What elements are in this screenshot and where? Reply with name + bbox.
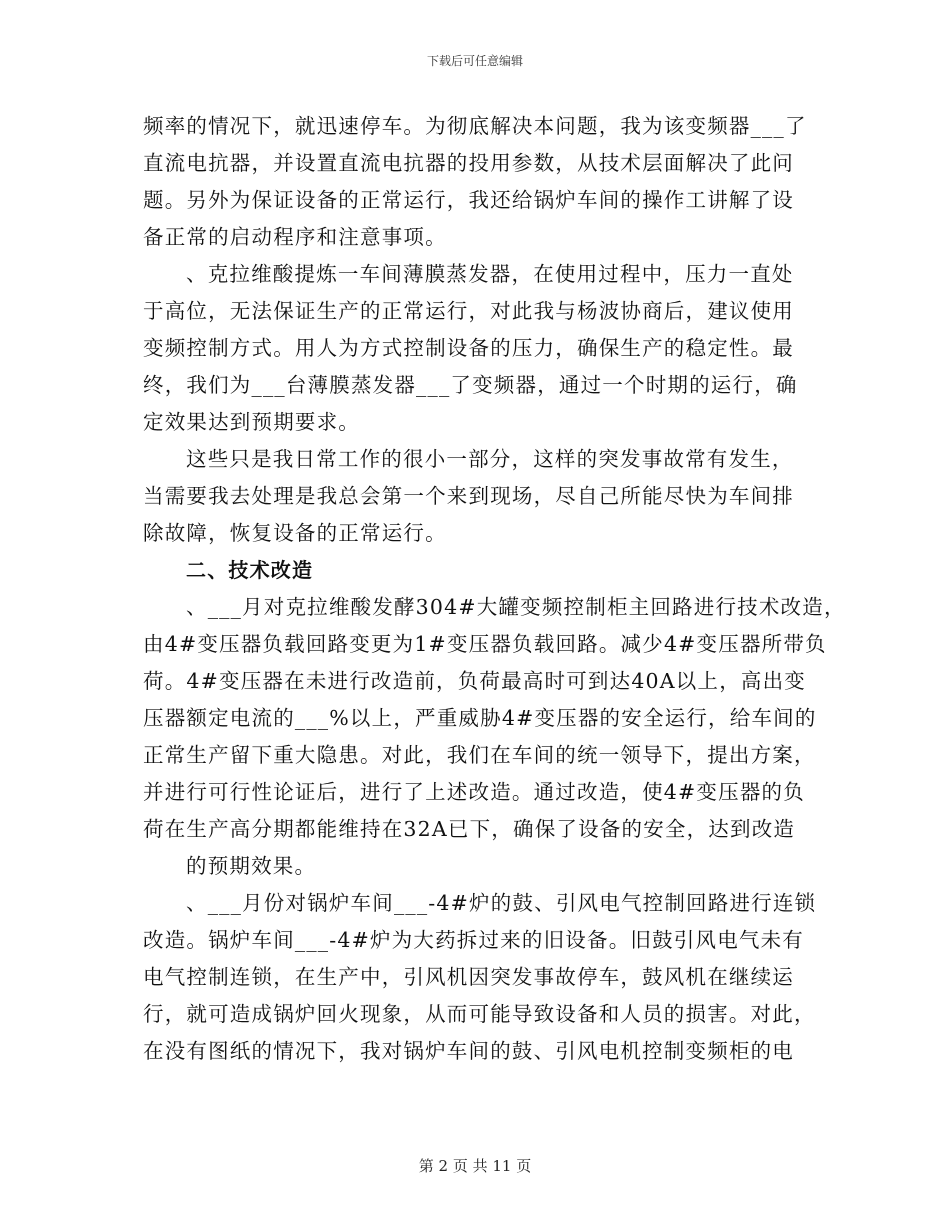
text-line: 于高位，无法保证生产的正常运行，对此我与杨波协商后，建议使用 bbox=[143, 299, 794, 323]
text-line: 的预期效果。 bbox=[186, 854, 317, 878]
text-line: 、___月对克拉维酸发酵304#大罐变频控制柜主回路进行技术改造， bbox=[186, 595, 846, 619]
text-line: 荷。4#变压器在未进行改造前，负荷最高时可到达40A以上，高出变 bbox=[143, 669, 807, 693]
document-body bbox=[143, 108, 846, 1070]
text-line: 直流电抗器，并设置直流电抗器的投用参数，从技术层面解决了此问 bbox=[143, 151, 794, 175]
text-line: 备正常的启动程序和注意事项。 bbox=[143, 225, 447, 249]
text-line: 、克拉维酸提炼一车间薄膜蒸发器，在使用过程中，压力一直处 bbox=[186, 262, 794, 286]
page-footer: 第 2 页 共 11 页 bbox=[418, 1157, 532, 1175]
text-line: 终，我们为___台薄膜蒸发器___了变频器，通过一个时期的运行，确 bbox=[143, 373, 798, 397]
text-line: 在没有图纸的情况下，我对锅炉车间的鼓、引风电机控制变频柜的电 bbox=[143, 1039, 794, 1063]
text-line: 正常生产留下重大隐患。对此，我们在车间的统一领导下，提出方案， bbox=[143, 743, 816, 767]
text-line: 压器额定电流的___%以上，严重威胁4#变压器的安全运行，给车间的 bbox=[143, 706, 817, 730]
page-header: 下载后可任意编辑 bbox=[426, 54, 523, 68]
text-line: 题。另外为保证设备的正常运行，我还给锅炉车间的操作工讲解了设 bbox=[143, 188, 794, 212]
text-line: 荷在生产高分期都能维持在32A已下，确保了设备的安全，达到改造 bbox=[143, 817, 796, 841]
text-line: 电气控制连锁，在生产中，引风机因突发事故停车，鼓风机在继续运 bbox=[143, 965, 794, 989]
text-line: 这些只是我日常工作的很小一部分，这样的突发事故常有发生， bbox=[186, 447, 794, 471]
text-line: 由4#变压器负载回路变更为1#变压器负载回路。减少4#变压器所带负 bbox=[143, 632, 827, 656]
section-heading: 二、技术改造 bbox=[186, 558, 314, 582]
text-line: 、___月份对锅炉车间___-4#炉的鼓、引风电气控制回路进行连锁 bbox=[186, 891, 817, 915]
text-line: 并进行可行性论证后，进行了上述改造。通过改造，使4#变压器的负 bbox=[143, 780, 805, 804]
text-line: 除故障，恢复设备的正常运行。 bbox=[143, 521, 447, 545]
text-line: 变频控制方式。用人为方式控制设备的压力，确保生产的稳定性。最 bbox=[143, 336, 794, 360]
text-line: 频率的情况下，就迅速停车。为彻底解决本问题，我为该变频器___了 bbox=[143, 114, 807, 138]
text-line: 改造。锅炉车间___-4#炉为大药拆过来的旧设备。旧鼓引风电气未有 bbox=[143, 928, 804, 952]
text-line: 当需要我去处理是我总会第一个来到现场，尽自己所能尽快为车间排 bbox=[143, 484, 794, 508]
text-line: 定效果达到预期要求。 bbox=[143, 410, 360, 434]
text-line: 行，就可造成锅炉回火现象，从而可能导致设备和人员的损害。对此， bbox=[143, 1002, 816, 1026]
